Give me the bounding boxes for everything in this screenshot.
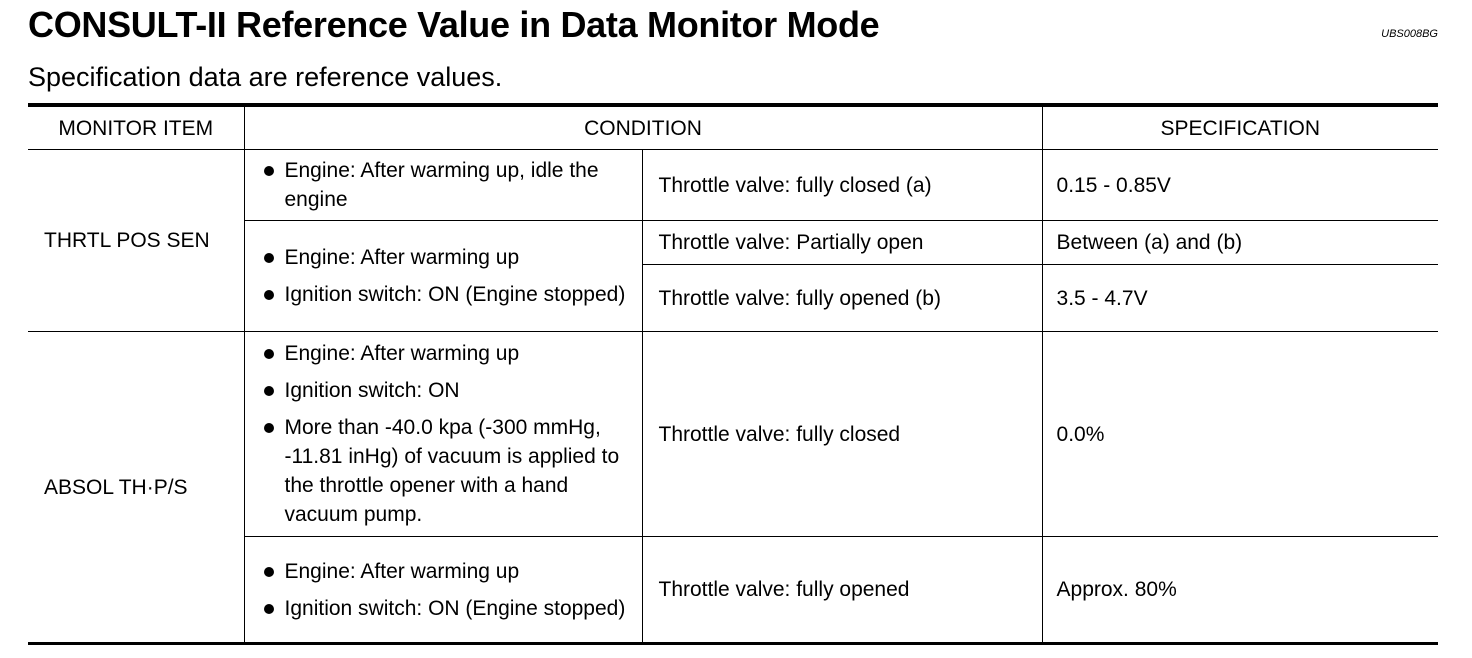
spec-cell: Between (a) and (b): [1042, 221, 1438, 265]
spec-cell: 3.5 - 4.7V: [1042, 265, 1438, 332]
monitor-item-cell: ABSOL TH·P/S: [28, 332, 244, 644]
condition-list: [261, 243, 634, 309]
condition-item: Engine: After warming up: [261, 339, 634, 368]
state-cell: Throttle valve: fully closed: [642, 332, 1042, 537]
bullet-icon: [264, 604, 274, 614]
condition-cell: [244, 537, 642, 644]
page-title: CONSULT-II Reference Value in Data Monitor Mode: [28, 4, 880, 45]
bullet-icon: [264, 423, 274, 433]
condition-item: Engine: After warming up: [261, 243, 634, 272]
table-row: [28, 150, 1438, 221]
condition-list: [261, 156, 634, 214]
bullet-icon: [264, 166, 274, 176]
state-cell: Throttle valve: Partially open: [642, 221, 1042, 265]
page-subtitle: Specification data are reference values.: [28, 62, 503, 92]
state-cell: Throttle valve: fully closed (a): [642, 150, 1042, 221]
condition-cell: [244, 150, 642, 221]
condition-list: [261, 339, 634, 529]
condition-list: [261, 557, 634, 623]
condition-item: Ignition switch: ON (Engine stopped): [261, 594, 634, 623]
column-header-specification: SPECIFICATION: [1042, 105, 1438, 150]
table-row: [28, 332, 1438, 537]
state-cell: Throttle valve: fully opened: [642, 537, 1042, 644]
bullet-icon: [264, 567, 274, 577]
bullet-icon: [264, 253, 274, 263]
reference-value-table: [28, 103, 1438, 645]
condition-item: Ignition switch: ON: [261, 376, 634, 405]
spec-cell: 0.0%: [1042, 332, 1438, 537]
document-code: UBS008BG: [1381, 28, 1438, 40]
column-header-condition: CONDITION: [244, 105, 1042, 150]
condition-item: More than -40.0 kpa (-300 mmHg, -11.81 inHg) of vacuum is applied to the throttle opener with a hand vacuum pump.: [261, 413, 634, 529]
condition-item: Ignition switch: ON (Engine stopped): [261, 280, 634, 309]
condition-cell: [244, 221, 642, 332]
bullet-icon: [264, 290, 274, 300]
table-header-row: [28, 105, 1438, 150]
state-cell: Throttle valve: fully opened (b): [642, 265, 1042, 332]
spec-cell: Approx. 80%: [1042, 537, 1438, 644]
condition-item: Engine: After warming up: [261, 557, 634, 586]
bullet-icon: [264, 349, 274, 359]
spec-cell: 0.15 - 0.85V: [1042, 150, 1438, 221]
column-header-monitor-item: MONITOR ITEM: [28, 105, 244, 150]
condition-item: Engine: After warming up, idle the engine: [261, 156, 634, 214]
bullet-icon: [264, 386, 274, 396]
monitor-item-cell: THRTL POS SEN: [28, 150, 244, 332]
condition-cell: [244, 332, 642, 537]
